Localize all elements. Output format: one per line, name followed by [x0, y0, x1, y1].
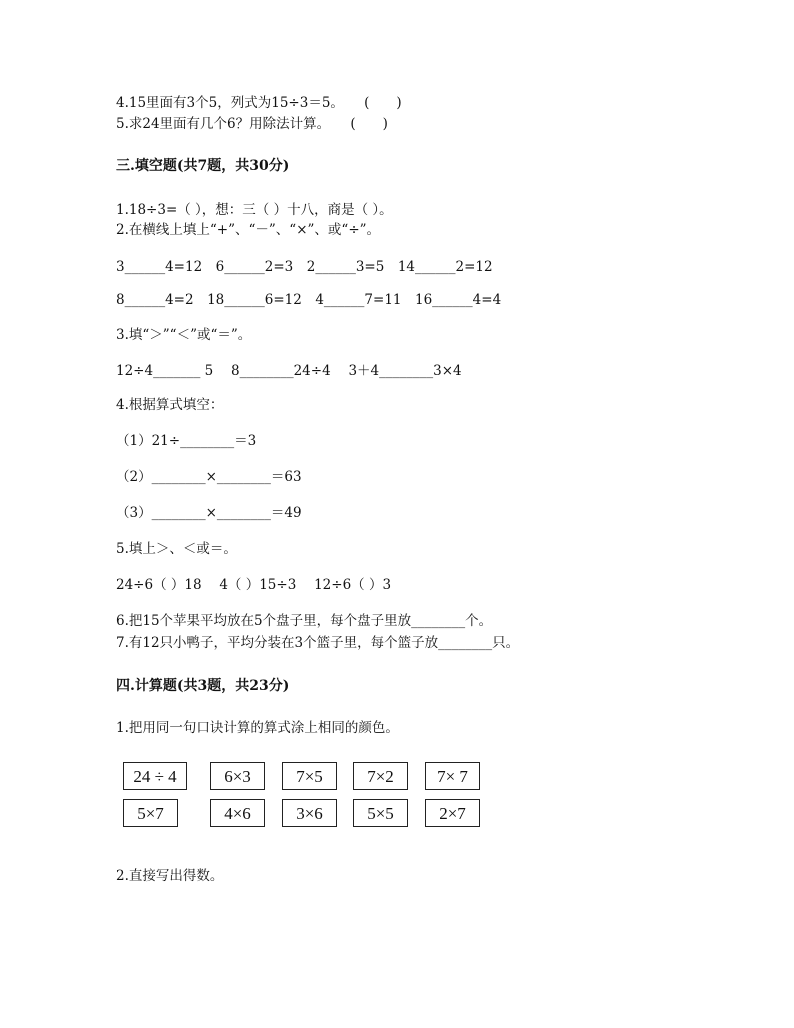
expression-box[interactable]: 4×6 [210, 799, 265, 827]
question-4-true-false: 4.15里面有3个5，列式为15÷3＝5。 ( ) [116, 95, 402, 111]
fill-question-4-part-2: （2）________×________＝63 [116, 469, 302, 485]
fill-question-4: 4.根据算式填空： [116, 397, 224, 413]
fill-question-2-row-1: 3______4=12 6______2=3 2______3=5 14______2=12 [116, 259, 493, 275]
fill-question-4-part-3: （3）________×________＝49 [116, 505, 302, 521]
question-5-true-false: 5.求24里面有几个6？用除法计算。 ( ) [116, 116, 388, 132]
expression-box[interactable]: 5×7 [123, 799, 178, 827]
calc-question-2: 2.直接写出得数。 [116, 868, 224, 884]
fill-question-7: 7.有12只小鸭子，平均分装在3个篮子里，每个篮子放________只。 [116, 635, 520, 651]
calc-question-1: 1.把用同一句口诀计算的算式涂上相同的颜色。 [116, 720, 399, 736]
expression-box[interactable]: 2×7 [425, 799, 480, 827]
section-4-heading: 四.计算题(共3题，共23分) [116, 678, 290, 694]
expression-box[interactable]: 6×3 [210, 762, 265, 790]
expression-box[interactable]: 3×6 [282, 799, 337, 827]
expression-box[interactable]: 5×5 [353, 799, 408, 827]
section-3-heading: 三.填空题(共7题，共30分) [116, 158, 290, 174]
fill-question-5-row: 24÷6（ ）18 4（ ）15÷3 12÷6（ ）3 [116, 577, 392, 593]
fill-question-2-row-2: 8______4=2 18______6=12 4______7=11 16______4=4 [116, 292, 502, 308]
fill-question-3: 3.填“＞”“＜”或“＝”。 [116, 327, 252, 343]
expression-box[interactable]: 24 ÷ 4 [123, 762, 187, 790]
fill-question-1: 1.18÷3=（ ），想：三（ ）十八，商是（ ）。 [116, 202, 393, 218]
fill-question-6: 6.把15个苹果平均放在5个盘子里，每个盘子里放________个。 [116, 613, 493, 629]
fill-question-5: 5.填上＞、＜或＝。 [116, 541, 237, 557]
expression-box[interactable]: 7×2 [353, 762, 408, 790]
expression-box[interactable]: 7×5 [282, 762, 337, 790]
fill-question-3-row: 12÷4_______ 5 8________24÷4 3＋4________3×4 [116, 363, 462, 379]
fill-question-4-part-1: （1）21÷________＝3 [116, 433, 257, 449]
fill-question-2: 2.在横线上填上“+”、“－”、“×”、或“÷”。 [116, 222, 381, 238]
expression-box[interactable]: 7× 7 [425, 762, 480, 790]
